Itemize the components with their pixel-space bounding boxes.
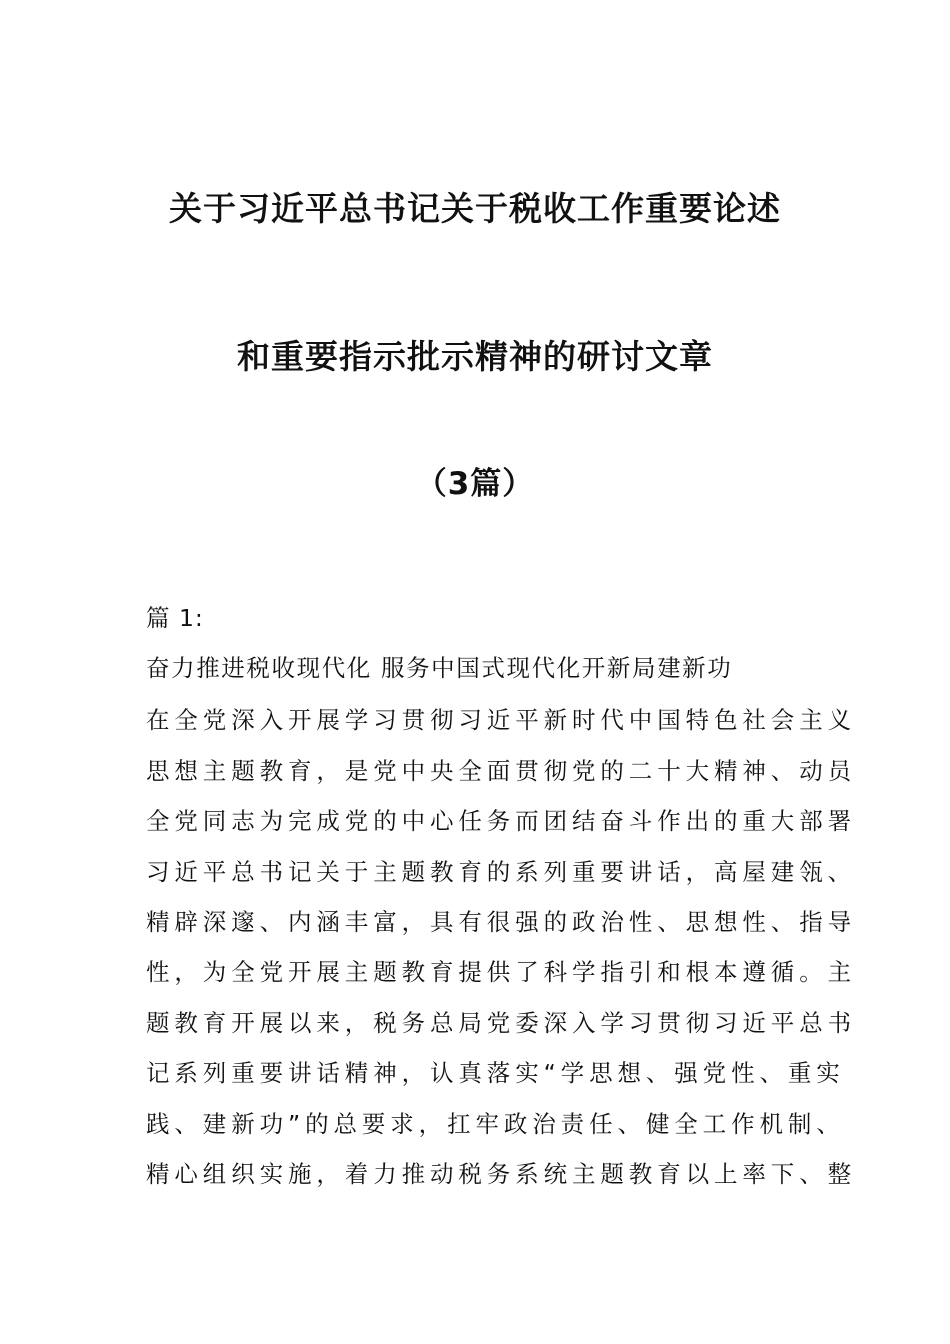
paragraph-line: 在全党深入开展学习贯彻习近平新时代中国特色社会主义 [146,706,856,734]
paragraph-line: 题教育开展以来，税务总局党委深入学习贯彻习近平总书 [146,1009,856,1037]
document-title-line-2: 和重要指示批示精神的研讨文章 [237,337,713,376]
paragraph-line: 践、建新功”的总要求，扛牢政治责任、健全工作机制、 [146,1110,845,1138]
section-label: 篇 1: [146,604,204,632]
paragraph-line: 思想主题教育，是党中央全面贯彻党的二十大精神、动员 [146,757,856,785]
paragraph-line: 全党同志为完成党的中心任务而团结奋斗作出的重大部署 [146,807,856,835]
section-heading: 奋力推进税收现代化 服务中国式现代化开新局建新功 [146,654,733,682]
paragraph-line: 记系列重要讲话精神，认真落实“学思想、强党性、重实 [146,1059,845,1087]
paragraph-line: 精辟深邃、内涵丰富，具有很强的政治性、思想性、指导 [146,908,856,936]
paragraph-line: 精心组织实施，着力推动税务系统主题教育以上率下、整 [146,1160,856,1188]
document-title-line-1: 关于习近平总书记关于税收工作重要论述 [169,189,781,228]
paragraph-line: 习近平总书记关于主题教育的系列重要讲话，高屋建瓴、 [146,858,856,886]
paragraph-line: 性，为全党开展主题教育提供了科学指引和根本遵循。主 [146,958,856,986]
document-title-count: （3篇） [415,466,535,502]
